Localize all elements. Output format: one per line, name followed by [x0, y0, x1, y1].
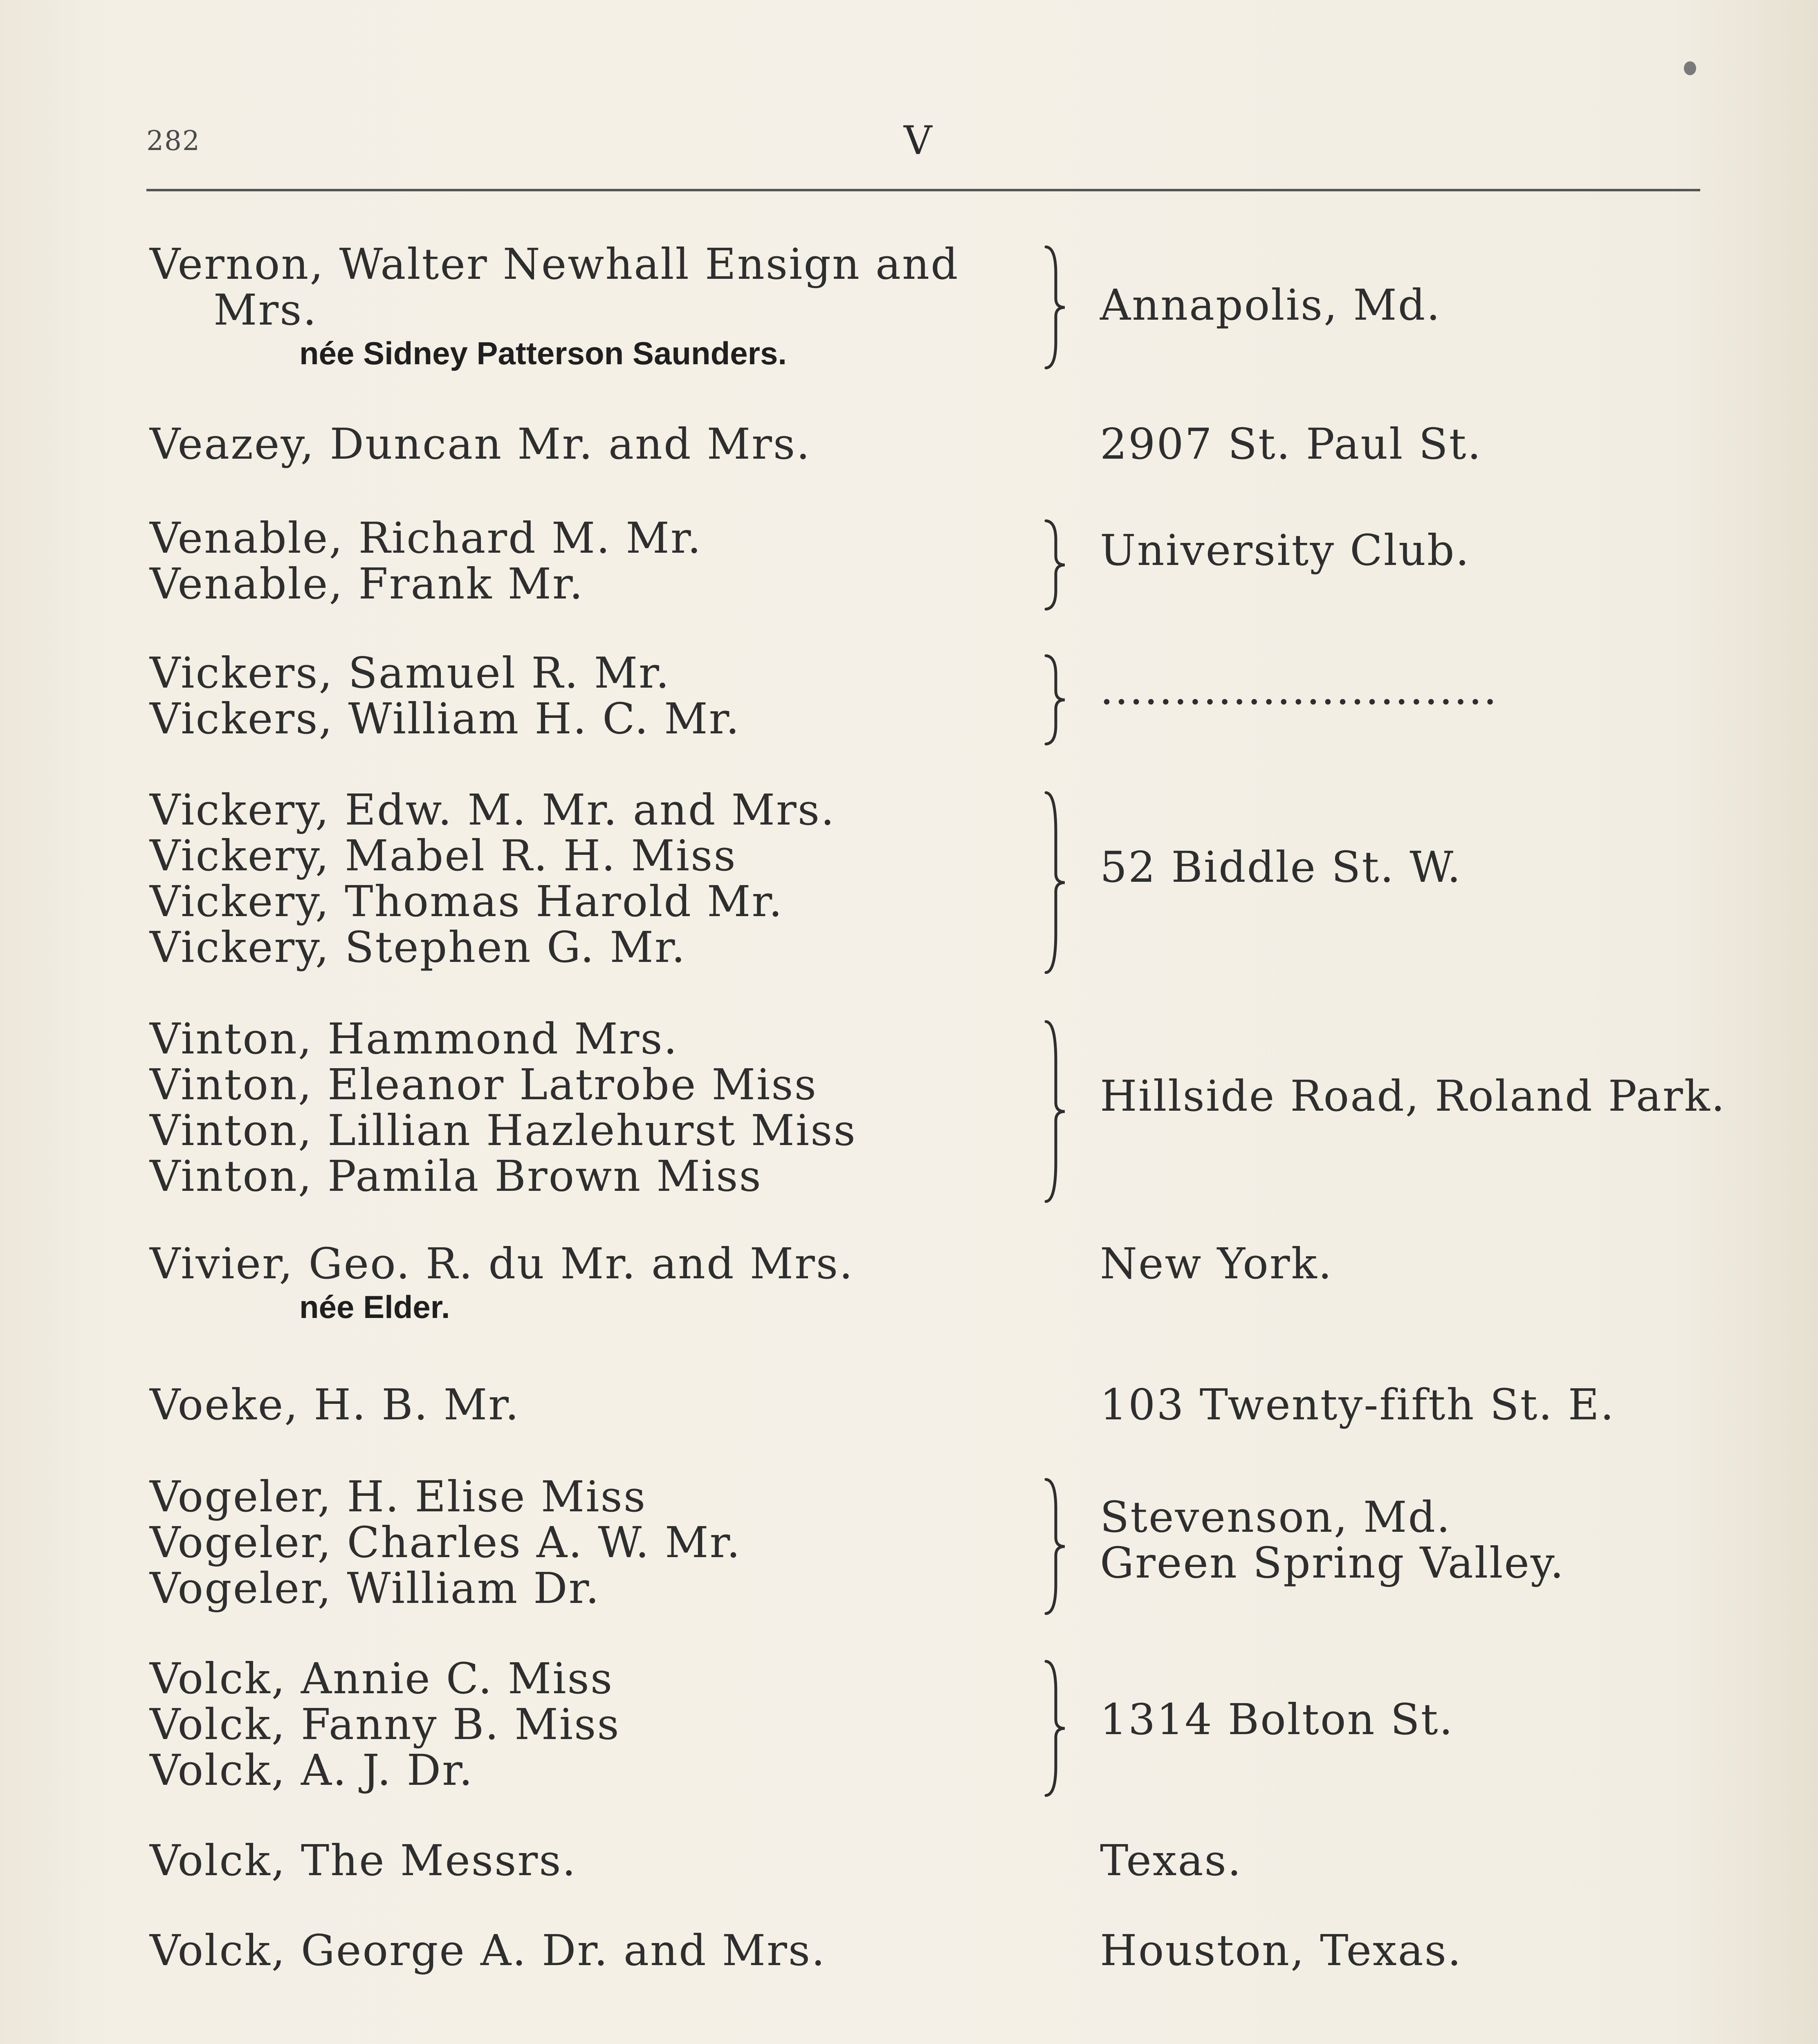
entry-addresses [1100, 1073, 1795, 1119]
bracket-brace [1042, 654, 1066, 746]
entry-names [150, 241, 1033, 374]
bracket-brace [1042, 519, 1066, 611]
entry-bracket [1042, 1660, 1066, 1797]
page-header [0, 0, 1818, 192]
bracket-brace [1042, 1020, 1066, 1203]
entry-names [150, 650, 1033, 742]
entry-address: ........................... [1100, 664, 1498, 714]
entry-name: Vogeler, William Dr. [150, 1563, 601, 1613]
entry-address: 1314 Bolton St. [1100, 1694, 1454, 1744]
entry-name: Volck, A. J. Dr. [150, 1745, 474, 1795]
entry-names [150, 1838, 1033, 1883]
entry-address: University Club. [1100, 525, 1470, 575]
entry-address: New York. [1100, 1239, 1333, 1289]
entry-names [150, 1656, 1033, 1793]
entry-name: Volck, The Messrs. [150, 1836, 577, 1885]
entry-names [150, 1382, 1033, 1428]
entry-address: 2907 St. Paul St. [1100, 419, 1482, 469]
entry-name: Volck, Annie C. Miss [150, 1654, 614, 1703]
entry-name: Vogeler, Charles A. W. Mr. [150, 1517, 741, 1567]
entry-addresses [1100, 844, 1795, 890]
entry-bracket [1042, 1478, 1066, 1615]
entry-name: Volck, George A. Dr. and Mrs. [150, 1925, 826, 1975]
entry-bracket [1042, 791, 1066, 974]
entry-name: Venable, Richard M. Mr. [150, 513, 703, 563]
entry-name: Vinton, Eleanor Latrobe Miss [150, 1060, 817, 1109]
entry-addresses [1100, 1382, 1795, 1428]
entry-names [150, 1474, 1033, 1611]
entry-name: Veazey, Duncan Mr. and Mrs. [150, 419, 811, 469]
entry-address: Annapolis, Md. [1100, 280, 1441, 330]
section-letter: V [904, 118, 932, 164]
bracket-brace [1042, 791, 1066, 974]
entry-addresses [1100, 282, 1795, 328]
entry-addresses [1100, 1494, 1795, 1586]
entry-address: Texas. [1100, 1836, 1242, 1885]
entry-address: Houston, Texas. [1100, 1925, 1463, 1975]
entry-name: Vickery, Edw. M. Mr. and Mrs. [150, 785, 836, 835]
page-number: 282 [146, 125, 200, 157]
entry-names [150, 1016, 1033, 1199]
entry-names [150, 515, 1033, 607]
entry-bracket [1042, 1020, 1066, 1203]
entry-addresses [1100, 527, 1795, 573]
entry-addresses [1100, 666, 1795, 712]
entry-bracket [1042, 519, 1066, 611]
entry-names [150, 787, 1033, 970]
entry-name: Vogeler, H. Elise Miss [150, 1472, 647, 1522]
entry-name: Voeke, H. B. Mr. [150, 1380, 520, 1430]
entry-name: Vinton, Hammond Mrs. [150, 1014, 678, 1064]
paper-speck [1684, 61, 1696, 75]
entry-name: Mrs. [213, 285, 318, 335]
entry-bracket [1042, 654, 1066, 746]
entry-address: 103 Twenty-fifth St. E. [1100, 1380, 1615, 1430]
entry-address: 52 Biddle St. W. [1100, 842, 1462, 892]
entry-name: Vivier, Geo. R. du Mr. and Mrs. [150, 1239, 854, 1289]
entry-name: Vernon, Walter Newhall Ensign and [150, 239, 959, 289]
entry-names [150, 1927, 1033, 1973]
entry-name: Venable, Frank Mr. [150, 559, 584, 609]
entry-name: Vinton, Pamila Brown Miss [150, 1151, 762, 1201]
entry-addresses [1100, 1838, 1795, 1883]
entry-addresses [1100, 1927, 1795, 1973]
entry-name: Vickery, Stephen G. Mr. [150, 922, 687, 972]
entry-addresses [1100, 421, 1795, 467]
entry-name: Vickery, Thomas Harold Mr. [150, 876, 783, 926]
bracket-brace [1042, 245, 1066, 370]
entry-name: Volck, Fanny B. Miss [150, 1699, 620, 1749]
entry-name: Vickers, Samuel R. Mr. [150, 648, 671, 698]
entry-address: Hillside Road, Roland Park. [1100, 1071, 1726, 1121]
entry-names [150, 421, 1033, 467]
entry-address: Green Spring Valley. [1100, 1538, 1565, 1588]
bracket-brace [1042, 1660, 1066, 1797]
entry-nee: née Sidney Patterson Saunders. [299, 335, 787, 371]
header-rule [146, 189, 1700, 191]
entry-address: Stevenson, Md. [1100, 1492, 1452, 1542]
entry-name: Vickers, William H. C. Mr. [150, 694, 741, 744]
entry-nee: née Elder. [299, 1289, 450, 1325]
entry-addresses [1100, 1239, 1795, 1289]
entry-name: Vinton, Lillian Hazlehurst Miss [150, 1105, 857, 1155]
entry-name: Vickery, Mabel R. H. Miss [150, 831, 737, 881]
entry-names [150, 1241, 1033, 1327]
bracket-brace [1042, 1478, 1066, 1615]
entry-bracket [1042, 245, 1066, 370]
entry-addresses [1100, 1694, 1795, 1744]
